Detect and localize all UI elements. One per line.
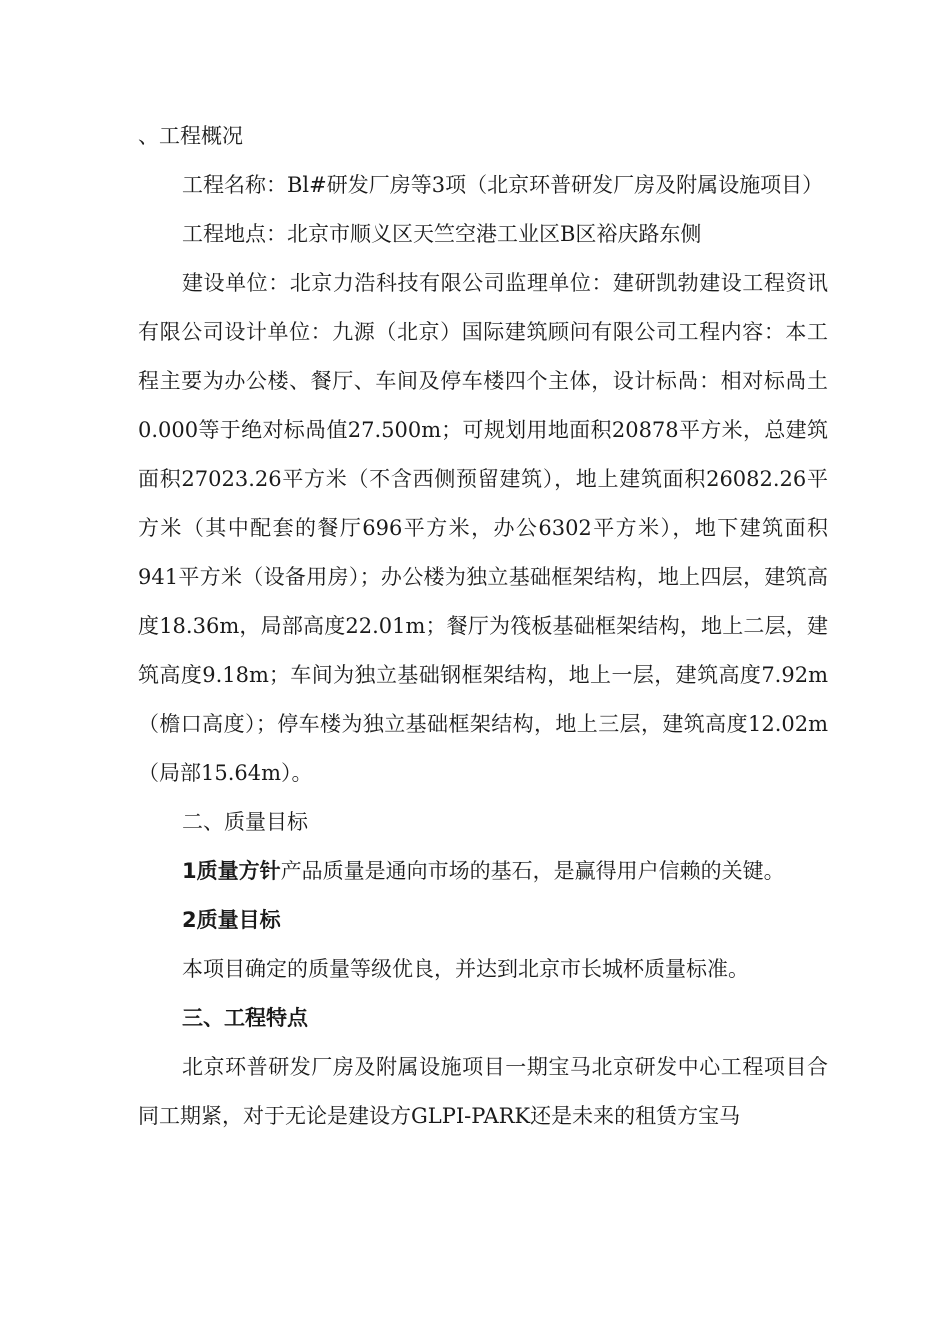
section-heading-quality-goals: 二、质量目标	[182, 810, 308, 834]
project-details-paragraph: 建设单位：北京力浩科技有限公司监理单位：建研凯勃建设工程资讯有限公司设计单位：九源（北京）国际建筑顾问有限公司工程内容：本工程主要为办公楼、餐厅、车间及停车楼四个主体，设计标咼：相对标咼土0.000等于绝对标咼值27.500m；可规划用地面积20878平方米，总建筑面积27023.26平方米（不含西侧预留建筑），地上建筑面积26082.26平方米（其中配套的餐厅696平方米，办公6302平方米），地下建筑面积941平方米（设备用房）；办公楼为独立基础框架结构，地上四层，建筑高度18.36m，局部高度22.01m；餐厅为筏板基础框架结构，地上二层，建筑高度9.18m；车间为独立基础钢框架结构，地上一层，建筑高度7.92m（檐口高度）；停车楼为独立基础框架结构，地上三层，建筑高度12.02m（局部15.64m）。	[138, 271, 828, 785]
quality-policy-paragraph	[138, 847, 828, 896]
project-features-paragraph: 北京环普研发厂房及附属设施项目一期宝马北京研发中心工程项目合同工期紧，对于无论是建设方GLPI-PARK还是未来的租赁方宝马	[138, 1055, 828, 1128]
project-name-paragraph: 工程名称：Bl#研发厂房等3项（北京环普研发厂房及附属设施项目）	[182, 173, 824, 197]
section-heading-project-features: 三、工程特点	[182, 1006, 308, 1030]
quality-goal-label: 2质量目标	[182, 908, 281, 932]
project-location-paragraph: 工程地点：北京市顺义区天竺空港工业区B区裕庆路东侧	[182, 222, 702, 246]
quality-goal-paragraph: 本项目确定的质量等级优良，并达到北京市长城杯质量标准。	[182, 957, 749, 981]
quality-policy-text: 产品质量是通向市场的基石，是赢得用户信赖的关键。	[280, 859, 785, 883]
document-body	[138, 112, 828, 1141]
section-heading-project-overview: 、工程概况	[138, 124, 243, 148]
quality-policy-label: 1质量方针	[182, 859, 281, 883]
